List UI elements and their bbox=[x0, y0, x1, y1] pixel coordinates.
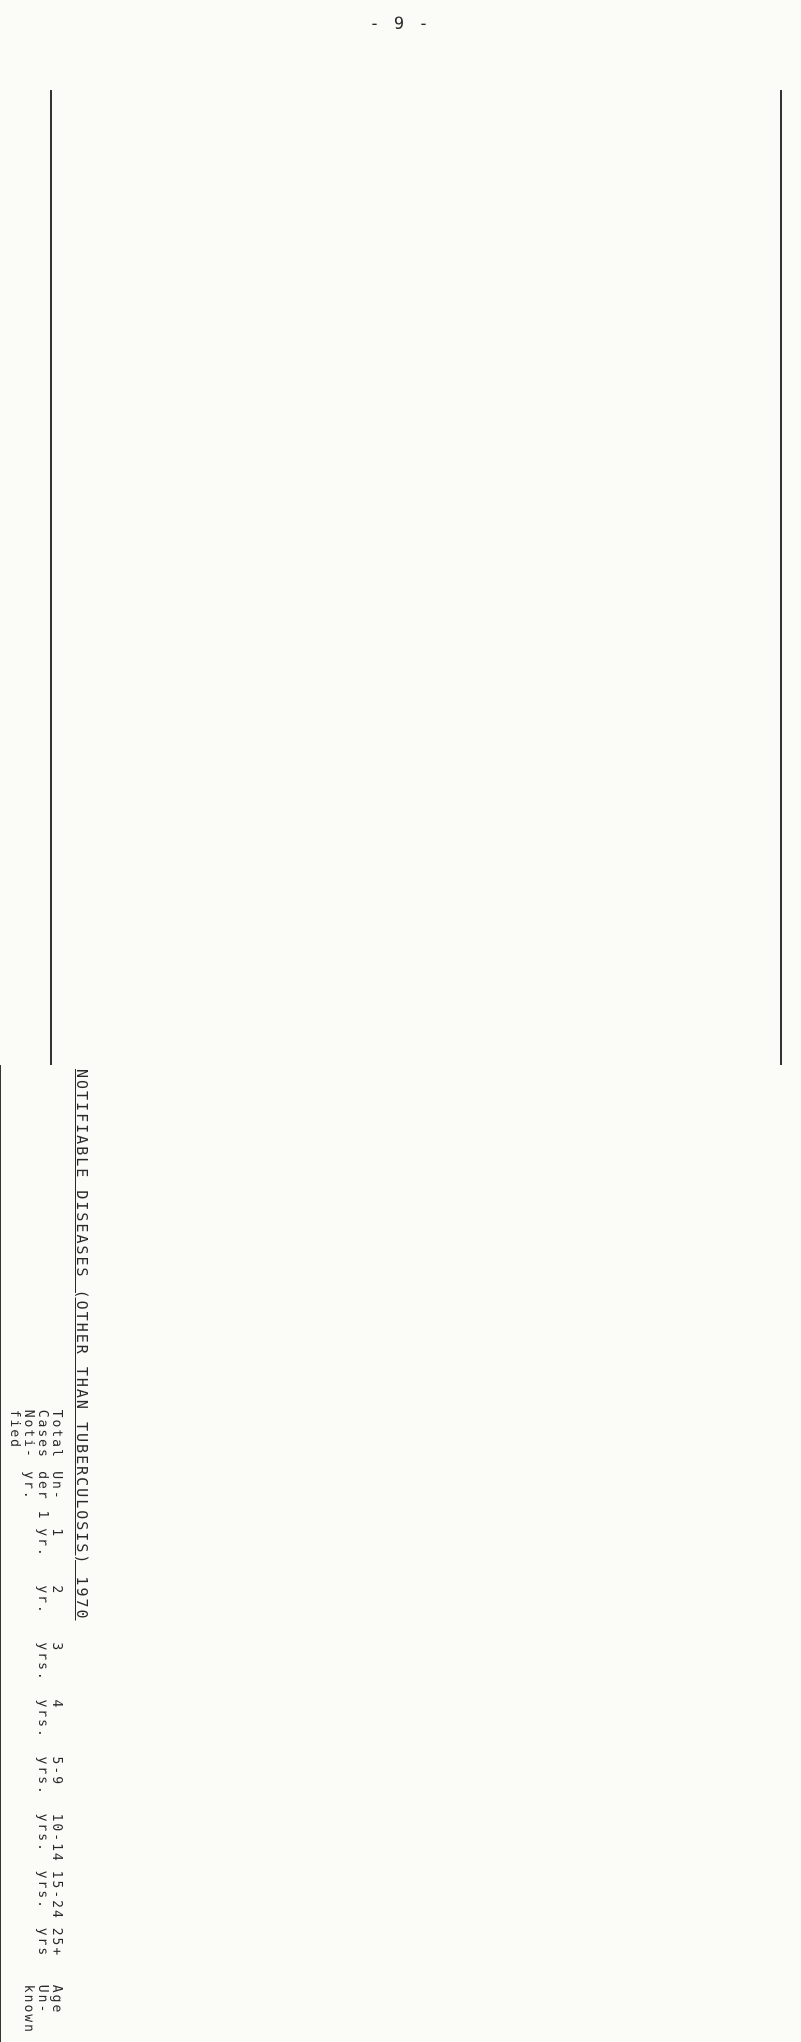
rotated-table-container bbox=[0, 1065, 91, 2042]
column-header-5: 3 yrs. bbox=[1, 1642, 68, 1699]
column-header-9: 15-24 yrs. bbox=[1, 1871, 68, 1928]
page-number: - 9 - bbox=[369, 14, 431, 34]
cell-value bbox=[0, 1410, 1, 1472]
column-header-1: Total Cases Noti- fied bbox=[1, 1410, 68, 1472]
column-header-0 bbox=[1, 1065, 68, 1410]
cell-value bbox=[0, 1871, 1, 1928]
column-header-6: 4 yrs. bbox=[1, 1699, 68, 1756]
column-header-2: Un- der 1 yr. bbox=[1, 1471, 68, 1528]
cell-value bbox=[0, 1585, 1, 1642]
table-row bbox=[0, 1065, 1, 2042]
table-title: NOTIFIABLE DISEASES (OTHER THAN TUBERCULOSIS) 1970 bbox=[73, 1069, 91, 1621]
cell-value bbox=[0, 1528, 1, 1585]
cell-value bbox=[0, 1642, 1, 1699]
column-header-8: 10-14 yrs. bbox=[1, 1814, 68, 1871]
column-header-7: 5-9 yrs. bbox=[1, 1757, 68, 1814]
column-header-4: 2 yr. bbox=[1, 1585, 68, 1642]
disease-name bbox=[0, 1065, 1, 1410]
table-body bbox=[0, 1065, 1, 2042]
cell-value bbox=[0, 1985, 1, 2042]
cell-value bbox=[0, 1699, 1, 1756]
notifiable-diseases-table bbox=[0, 1065, 91, 2042]
column-header-10: 25+ yrs bbox=[1, 1928, 68, 1985]
column-header-3: 1 yr. bbox=[1, 1528, 68, 1585]
table-border-left bbox=[50, 90, 52, 1065]
header-row bbox=[1, 1065, 68, 2042]
cell-value bbox=[0, 1757, 1, 1814]
cell-value bbox=[0, 1928, 1, 1985]
table-border-right bbox=[780, 90, 782, 1065]
cell-value bbox=[0, 1471, 1, 1528]
column-header-11: Age Un- known bbox=[1, 1985, 68, 2042]
cell-value bbox=[0, 1814, 1, 1871]
